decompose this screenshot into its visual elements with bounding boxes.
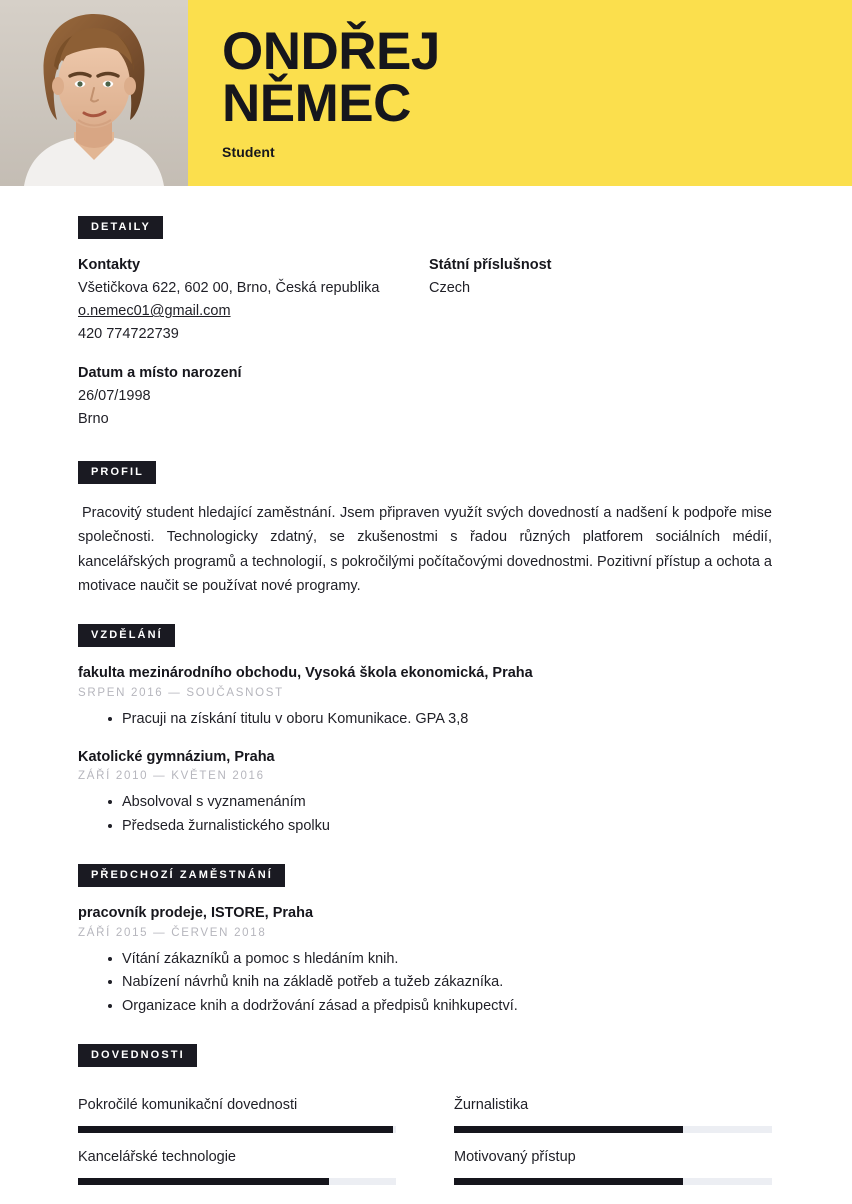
skill-track bbox=[454, 1178, 772, 1185]
employment-entry-title: pracovník prodeje, ISTORE, Praha bbox=[78, 905, 314, 922]
profile-photo bbox=[0, 0, 188, 186]
employment-entry-date: ZÁŘÍ 2015 — ČERVEN 2018 bbox=[78, 926, 267, 939]
email-link[interactable]: o.nemec01@gmail.com bbox=[78, 303, 231, 320]
skill-item bbox=[454, 1135, 772, 1185]
job-title: Student bbox=[222, 143, 275, 160]
profile-text: Pracovitý student hledající zaměstnání. Jsem připraven využít svých dovedností a nadšení k podpoře mise společnosti. Technologicky zdatný, se zkušenostmi s řadou různých platforem sociálních médií, kancelářských programů a technologií, s pokročilými počítačovými dovednostmi. Pozitivní přístup a ochota a motivace naučit se používat nové programy. bbox=[78, 504, 772, 595]
section-profile bbox=[78, 461, 772, 598]
skill-name: Kancelářské technologie bbox=[78, 1149, 236, 1166]
section-education bbox=[78, 624, 772, 838]
skill-name: Žurnalistika bbox=[454, 1097, 529, 1114]
resume-body bbox=[0, 216, 852, 1185]
skill-fill bbox=[454, 1126, 683, 1133]
section-badge-skills: DOVEDNOSTI bbox=[78, 1044, 197, 1067]
birth-date-value: 26/07/1998 bbox=[78, 387, 151, 404]
details-column-right bbox=[425, 257, 776, 431]
skill-fill bbox=[454, 1178, 683, 1185]
last-name: NĚMEC bbox=[222, 74, 411, 133]
skill-name: Motivovaný přístup bbox=[454, 1149, 576, 1166]
section-employment bbox=[78, 864, 772, 1018]
contacts-block bbox=[78, 257, 425, 347]
list-item: Předseda žurnalistického spolku bbox=[108, 815, 772, 838]
email-value[interactable] bbox=[78, 300, 425, 323]
education-entry-title: Katolické gymnázium, Praha bbox=[78, 749, 275, 766]
education-entry-date: SRPEN 2016 — SOUČASNOST bbox=[78, 686, 284, 699]
full-name bbox=[222, 22, 852, 133]
education-entry bbox=[78, 747, 772, 838]
first-name: ONDŘEJ bbox=[222, 22, 440, 82]
list-item: Organizace knih a dodržování zásad a předpisů knihkupectví. bbox=[108, 995, 772, 1018]
skill-fill bbox=[78, 1178, 329, 1185]
list-item: Vítání zákazníků a pomoc s hledáním knih. bbox=[108, 948, 772, 971]
nationality-label: Státní příslušnost bbox=[429, 257, 552, 273]
header-name-band bbox=[188, 0, 852, 186]
education-entry bbox=[78, 663, 772, 731]
list-item: Pracuji na získání titulu v oboru Komunikace. GPA 3,8 bbox=[108, 708, 772, 731]
nationality-value: Czech bbox=[429, 280, 471, 296]
skill-track bbox=[454, 1126, 772, 1133]
section-details bbox=[78, 216, 772, 431]
list-item: Absolvoval s vyznamenáním bbox=[108, 791, 772, 814]
birth-block bbox=[78, 365, 425, 431]
contacts-label: Kontakty bbox=[78, 257, 141, 273]
section-skills bbox=[78, 1044, 772, 1185]
nationality-block bbox=[429, 257, 776, 300]
birth-label: Datum a místo narození bbox=[78, 364, 242, 381]
section-badge-details: DETAILY bbox=[78, 216, 163, 239]
education-entry-bullets bbox=[78, 791, 772, 838]
birth-place-value: Brno bbox=[78, 410, 109, 427]
skill-item bbox=[78, 1083, 396, 1133]
education-entry-date: ZÁŘÍ 2010 — KVĚTEN 2016 bbox=[78, 770, 265, 783]
phone-value: 420 774722739 bbox=[78, 326, 179, 343]
skill-track bbox=[78, 1126, 396, 1133]
skill-item bbox=[454, 1083, 772, 1133]
skill-name: Pokročilé komunikační dovednosti bbox=[78, 1097, 298, 1114]
education-entry-title: fakulta mezinárodního obchodu, Vysoká škola ekonomická, Praha bbox=[78, 665, 533, 682]
skill-item bbox=[78, 1135, 396, 1185]
skills-grid bbox=[78, 1083, 772, 1185]
skill-track bbox=[78, 1178, 396, 1185]
resume-header bbox=[0, 0, 852, 186]
education-entry-bullets bbox=[78, 708, 772, 731]
details-grid bbox=[78, 257, 772, 431]
details-column-left bbox=[78, 257, 425, 431]
section-badge-profile: PROFIL bbox=[78, 461, 156, 484]
address-value: Všetičkova 622, 602 00, Brno, Česká republika bbox=[78, 280, 380, 296]
employment-entry-bullets bbox=[78, 948, 772, 1018]
section-badge-education: VZDĚLÁNÍ bbox=[78, 624, 175, 647]
employment-entry bbox=[78, 903, 772, 1018]
list-item: Nabízení návrhů knih na základě potřeb a tužeb zákazníka. bbox=[108, 971, 772, 994]
skill-fill bbox=[78, 1126, 393, 1133]
section-badge-employment: PŘEDCHOZÍ ZAMĚSTNÁNÍ bbox=[78, 864, 285, 887]
